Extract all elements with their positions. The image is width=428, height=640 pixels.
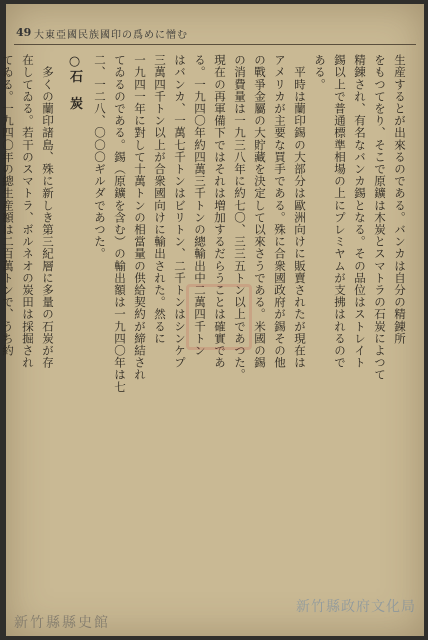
text-column: 平時は蘭印錫の大部分は歐洲向けに販賣されたが現在は (293, 54, 307, 369)
text-column: をもつてをり、そこで原鑛は木炭とスマトラの石炭によつて (373, 54, 387, 381)
page-header (16, 14, 414, 44)
text-column: はバンカ、一萬七千トンはビリトン、二千トンはシンケプ (173, 54, 187, 369)
text-column: 精錬され、有名なバンカ錫となる。その品位はストレイト (353, 54, 367, 369)
text-column: 三萬四千トン以上が合衆國向けに輸出された。然るに (153, 54, 167, 345)
text-column: 多くの蘭印諸島、殊に新しき第三紀層に多量の石炭が存 (41, 54, 55, 369)
text-column: 現在の再軍備下ではそれは増加するだらうことは確實であ (213, 54, 227, 369)
header-rule (14, 44, 416, 45)
text-column: 一九四一年に對して十萬トンの相當量の供給契約が締結され (133, 54, 147, 381)
text-column: ある。 (313, 54, 327, 91)
text-column: 在してゐる。若干のスマトラ、ボルネオの炭田は採掘され (21, 54, 35, 369)
text-column: 生産するとが出來るのである。バンカは自分の精錬所 (393, 54, 407, 345)
text-column: る。一九四〇年約四萬三千トンの總輸出中二萬四千トン (193, 54, 207, 357)
text-column: の戰爭金屬の大貯藏を決定して以來さうである。米國の錫 (253, 54, 267, 369)
text-column: 錫以上で普通標準相場の上にプレミヤムが支拂はれるので (333, 54, 347, 369)
text-column: の消費量は一九三八年に約七〇、三三五トン以上であつた。 (233, 54, 247, 381)
section-heading: ○石 炭 (67, 54, 82, 111)
cultural-bureau-watermark: 新竹縣政府文化局 (296, 599, 416, 615)
running-title: 大東亞國民族國印の爲めに憎む (34, 30, 188, 41)
text-column: てゐるのである。錫（原鑛を含む）の輸出額は一九四〇年は七 (113, 54, 127, 393)
archive-watermark: 新竹縣縣史館 (14, 615, 110, 631)
library-stamp (186, 284, 252, 350)
page-number: 49 (16, 26, 32, 39)
document-page (1, 4, 424, 636)
text-column: アメリカが主要な買手である。殊に合衆國政府が錫その他 (273, 54, 287, 369)
text-column: 二、一二八、〇〇〇ギルダであつた。 (93, 54, 107, 260)
text-column: てゐる。一九四〇年の總生産額は二百萬トンで、うち約 (1, 54, 15, 357)
